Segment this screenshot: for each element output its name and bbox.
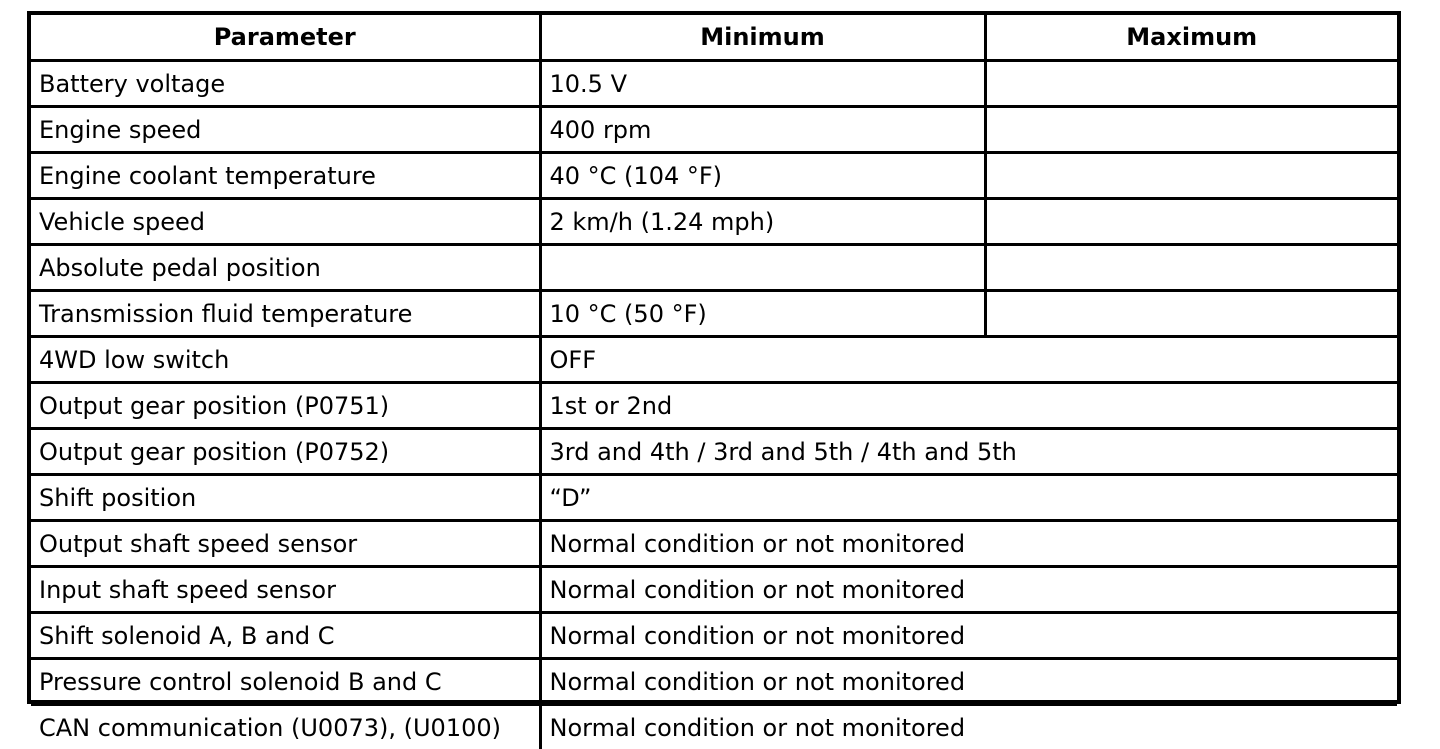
table-row: [31, 61, 1397, 107]
table-row: [31, 337, 1397, 383]
condition-cell: Normal condition or not monitored: [540, 567, 1397, 613]
maximum-cell: [985, 61, 1397, 107]
parameter-cell: Output gear position (P0751): [31, 383, 540, 429]
parameter-cell: Shift position: [31, 475, 540, 521]
table-row: [31, 383, 1397, 429]
parameter-cell: 4WD low switch: [31, 337, 540, 383]
condition-cell: Normal condition or not monitored: [540, 521, 1397, 567]
parameter-cell: Output shaft speed sensor: [31, 521, 540, 567]
parameter-cell: Battery voltage: [31, 61, 540, 107]
table-row: [31, 199, 1397, 245]
parameter-cell: Shift solenoid A, B and C: [31, 613, 540, 659]
minimum-cell: 10.5 V: [540, 61, 985, 107]
table-row: [31, 475, 1397, 521]
condition-cell: 3rd and 4th / 3rd and 5th / 4th and 5th: [540, 429, 1397, 475]
maximum-cell: [985, 199, 1397, 245]
condition-cell: Normal condition or not monitored: [540, 659, 1397, 705]
parameter-cell: Engine speed: [31, 107, 540, 153]
table-row: [31, 107, 1397, 153]
parameter-cell: Vehicle speed: [31, 199, 540, 245]
parameter-cell: CAN communication (U0073), (U0100): [31, 705, 540, 749]
maximum-cell: [985, 245, 1397, 291]
parameter-cell: Absolute pedal position: [31, 245, 540, 291]
conditions-table-frame: [27, 11, 1401, 704]
parameter-cell: Transmission fluid temperature: [31, 291, 540, 337]
table-row: [31, 613, 1397, 659]
maximum-cell: [985, 153, 1397, 199]
table-row: [31, 567, 1397, 613]
condition-cell: “D”: [540, 475, 1397, 521]
conditions-table: [31, 15, 1397, 749]
condition-cell: Normal condition or not monitored: [540, 705, 1397, 749]
table-row: [31, 429, 1397, 475]
condition-cell: 1st or 2nd: [540, 383, 1397, 429]
table-row: [31, 291, 1397, 337]
table-row: [31, 245, 1397, 291]
parameter-cell: Engine coolant temperature: [31, 153, 540, 199]
minimum-cell: 40 °C (104 °F): [540, 153, 985, 199]
header-parameter: Parameter: [31, 15, 540, 61]
minimum-cell: 2 km/h (1.24 mph): [540, 199, 985, 245]
table-row: [31, 521, 1397, 567]
header-maximum: Maximum: [985, 15, 1397, 61]
parameter-cell: Output gear position (P0752): [31, 429, 540, 475]
maximum-cell: [985, 107, 1397, 153]
minimum-cell: [540, 245, 985, 291]
table-row: [31, 659, 1397, 705]
parameter-cell: Input shaft speed sensor: [31, 567, 540, 613]
parameter-cell: Pressure control solenoid B and C: [31, 659, 540, 705]
header-minimum: Minimum: [540, 15, 985, 61]
table-row: [31, 153, 1397, 199]
condition-cell: Normal condition or not monitored: [540, 613, 1397, 659]
table-row: [31, 705, 1397, 749]
condition-cell: OFF: [540, 337, 1397, 383]
minimum-cell: 10 °C (50 °F): [540, 291, 985, 337]
maximum-cell: [985, 291, 1397, 337]
minimum-cell: 400 rpm: [540, 107, 985, 153]
header-row: [31, 15, 1397, 61]
